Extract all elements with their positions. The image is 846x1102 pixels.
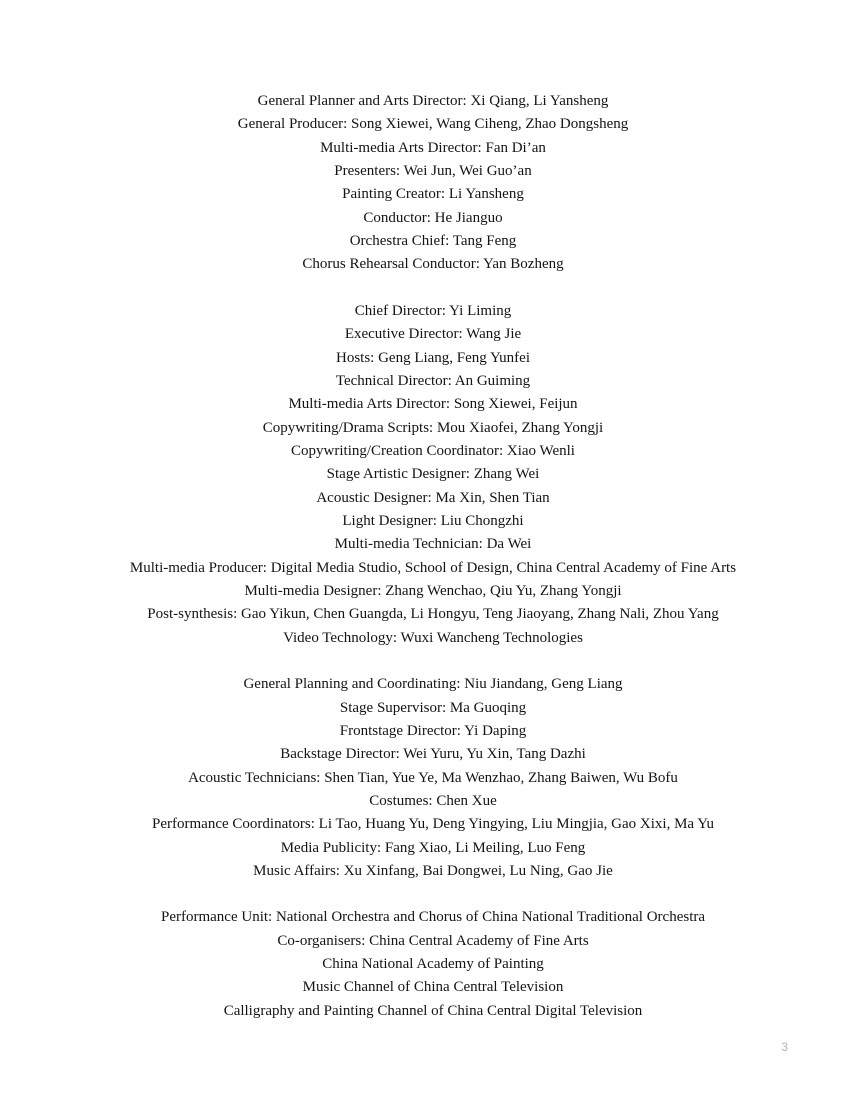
credit-line: Frontstage Director: Yi Daping <box>339 722 527 739</box>
credit-line: Copywriting/Creation Coordinator: Xiao Wenli <box>291 442 575 459</box>
credit-line: General Planning and Coordinating: Niu Jiandang, Geng Liang <box>243 676 623 693</box>
credits-section-creative-team <box>20 300 846 650</box>
credits-section-organisations <box>20 906 846 1023</box>
credit-line: Presenters: Wei Jun, Wei Guo’an <box>334 162 532 179</box>
credit-line: Chief Director: Yi Liming <box>354 302 512 319</box>
credit-line: Stage Artistic Designer: Zhang Wei <box>326 466 540 483</box>
credit-line: Chorus Rehearsal Conductor: Yan Bozheng <box>302 256 564 273</box>
credit-line: Post-synthesis: Gao Yikun, Chen Guangda, Li Hongyu, Teng Jiaoyang, Zhang Nali, Zhou Yang <box>147 606 719 623</box>
credit-line: Backstage Director: Wei Yuru, Yu Xin, Tang Dazhi <box>280 746 586 763</box>
credit-line: Stage Supervisor: Ma Guoqing <box>339 699 527 716</box>
credit-line: Painting Creator: Li Yansheng <box>342 186 524 203</box>
credit-line: Performance Coordinators: Li Tao, Huang Yu, Deng Yingying, Liu Mingjia, Gao Xixi, Ma Yu <box>152 816 714 833</box>
credit-line: Co-organisers: China Central Academy of Fine Arts <box>277 932 589 949</box>
credit-line: Calligraphy and Painting Channel of China Central Digital Television <box>223 1002 643 1019</box>
credit-line: Copywriting/Drama Scripts: Mou Xiaofei, Zhang Yongji <box>262 419 604 436</box>
credit-line: Music Channel of China Central Television <box>302 979 564 996</box>
credit-line: Orchestra Chief: Tang Feng <box>349 232 517 249</box>
credit-line: Costumes: Chen Xue <box>369 792 497 809</box>
credits-section-production-leadership <box>20 90 846 277</box>
credit-line: Light Designer: Liu Chongzhi <box>342 512 524 529</box>
credit-line: General Producer: Song Xiewei, Wang Ciheng, Zhao Dongsheng <box>237 116 629 133</box>
credit-line: China National Academy of Painting <box>322 956 544 973</box>
credit-line: Acoustic Designer: Ma Xin, Shen Tian <box>316 489 550 506</box>
credit-line: Acoustic Technicians: Shen Tian, Yue Ye, Ma Wenzhao, Zhang Baiwen, Wu Bofu <box>188 769 678 786</box>
credit-line: Technical Director: An Guiming <box>335 372 531 389</box>
credit-line: Hosts: Geng Liang, Feng Yunfei <box>335 349 530 366</box>
credit-line: Multi-media Technician: Da Wei <box>334 536 532 553</box>
credit-line: Conductor: He Jianguo <box>363 209 503 226</box>
credit-line: Multi-media Arts Director: Song Xiewei, Feijun <box>288 396 578 413</box>
credit-line: Music Affairs: Xu Xinfang, Bai Dongwei, Lu Ning, Gao Jie <box>253 862 613 879</box>
credits-section-stage-operations <box>20 673 846 883</box>
page-number: 3 <box>781 1040 788 1054</box>
credit-line: Multi-media Designer: Zhang Wenchao, Qiu Yu, Zhang Yongji <box>244 582 622 599</box>
credit-line: Multi-media Arts Director: Fan Di’an <box>320 139 546 156</box>
credit-line: Media Publicity: Fang Xiao, Li Meiling, Luo Feng <box>280 839 586 856</box>
credit-line: Multi-media Producer: Digital Media Studio, School of Design, China Central Academy of Fine Arts <box>129 559 737 576</box>
credit-line: Executive Director: Wang Jie <box>344 326 522 343</box>
credit-line: General Planner and Arts Director: Xi Qiang, Li Yansheng <box>257 93 609 109</box>
credit-line: Video Technology: Wuxi Wancheng Technologies <box>283 629 583 646</box>
credits-text-block <box>20 90 846 1023</box>
credit-line: Performance Unit: National Orchestra and Chorus of China National Traditional Orchestra <box>160 909 706 926</box>
